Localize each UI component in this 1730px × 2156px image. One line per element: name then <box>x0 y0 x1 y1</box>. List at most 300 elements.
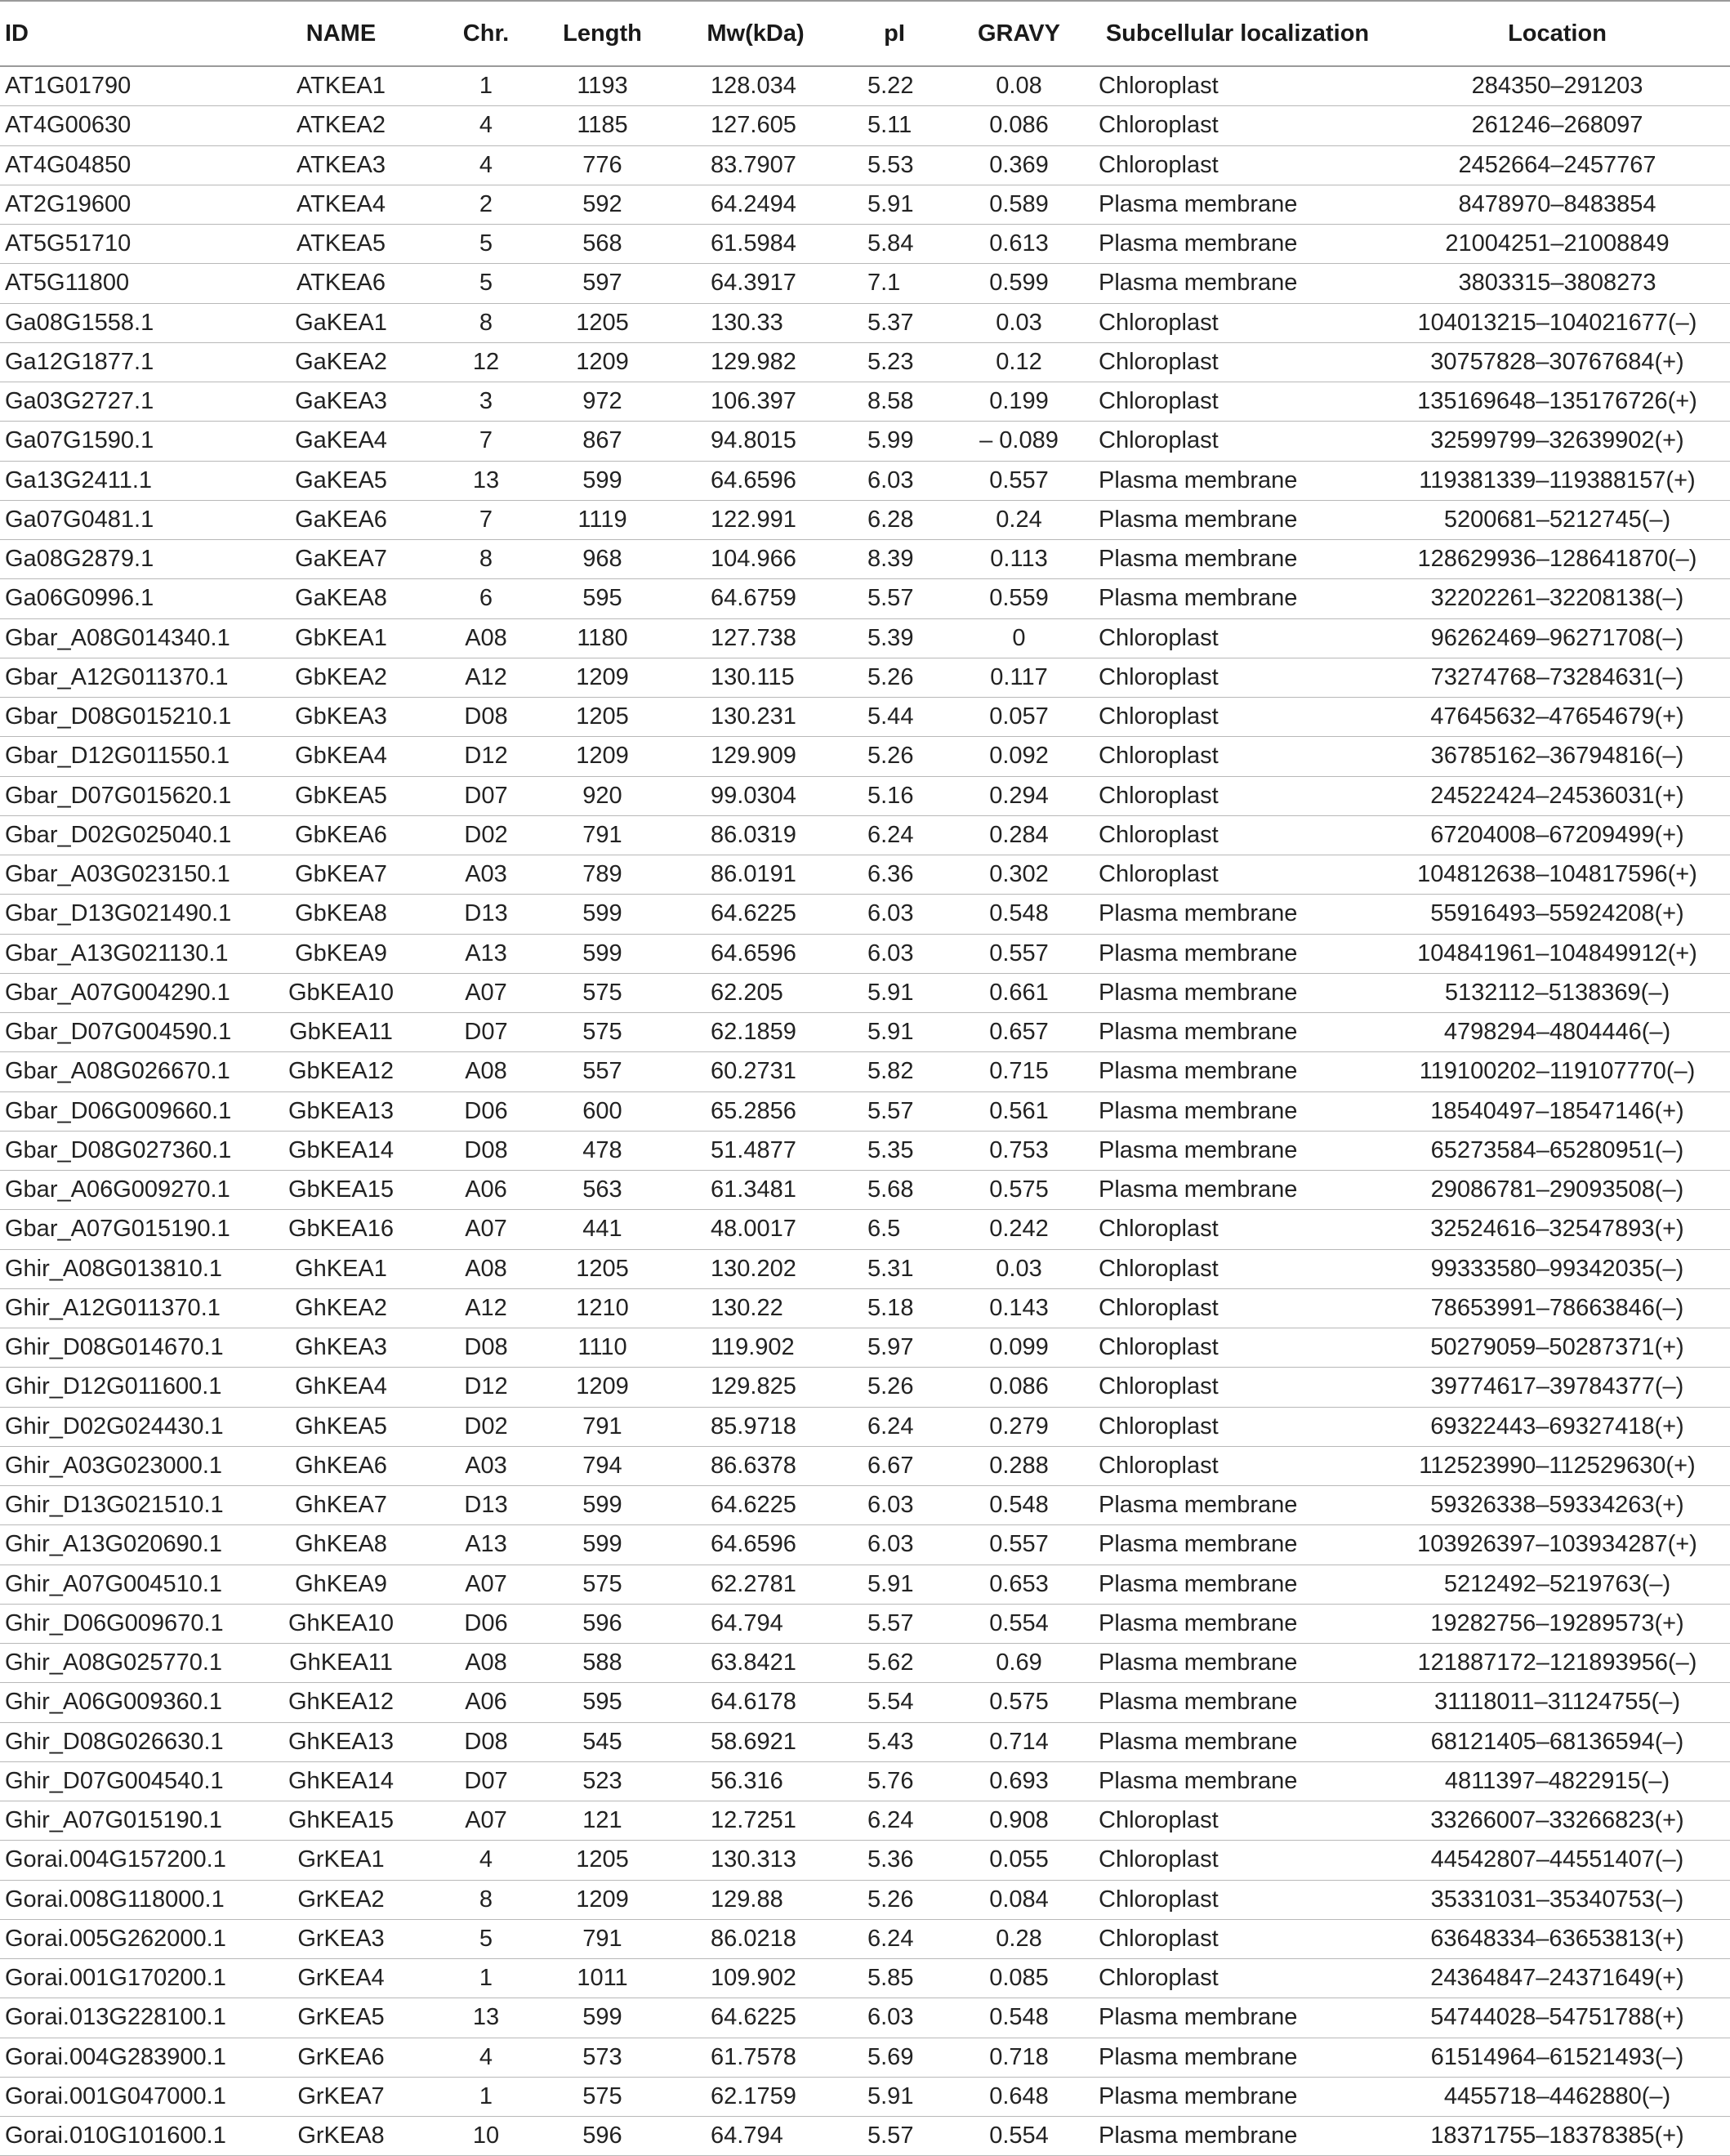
cell-chr: D13 <box>437 1486 535 1525</box>
cell-mw: 127.738 <box>670 618 841 658</box>
cell-subcellular: Plasma membrane <box>1090 579 1384 618</box>
cell-subcellular: Chloroplast <box>1090 1368 1384 1407</box>
cell-name: GaKEA7 <box>245 540 437 579</box>
cell-pi: 5.85 <box>841 1959 947 1998</box>
cell-chr: 4 <box>437 145 535 185</box>
cell-id: Gorai.001G170200.1 <box>0 1959 245 1998</box>
cell-subcellular: Plasma membrane <box>1090 973 1384 1012</box>
cell-pi: 5.97 <box>841 1328 947 1368</box>
cell-pi: 5.36 <box>841 1841 947 1880</box>
cell-pi: 5.91 <box>841 1565 947 1604</box>
cell-length: 121 <box>535 1801 670 1841</box>
cell-mw: 64.6759 <box>670 579 841 618</box>
cell-subcellular: Plasma membrane <box>1090 895 1384 934</box>
cell-chr: A07 <box>437 1801 535 1841</box>
cell-gravy: 0.057 <box>947 698 1090 737</box>
cell-mw: 64.794 <box>670 2117 841 2156</box>
cell-chr: D08 <box>437 1722 535 1761</box>
cell-gravy: 0.557 <box>947 461 1090 500</box>
table-row <box>0 1171 1730 1210</box>
cell-chr: 2 <box>437 185 535 224</box>
table-row <box>0 1722 1730 1761</box>
cell-length: 523 <box>535 1761 670 1801</box>
cell-pi: 5.57 <box>841 1091 947 1131</box>
cell-gravy: 0.575 <box>947 1683 1090 1722</box>
cell-chr: A07 <box>437 1565 535 1604</box>
cell-gravy: 0.714 <box>947 1722 1090 1761</box>
table-row <box>0 1604 1730 1643</box>
cell-gravy: 0.113 <box>947 540 1090 579</box>
cell-pi: 5.22 <box>841 66 947 106</box>
cell-length: 1011 <box>535 1959 670 1998</box>
cell-id: Gbar_A07G004290.1 <box>0 973 245 1012</box>
cell-name: GrKEA2 <box>245 1880 437 1919</box>
cell-name: ATKEA5 <box>245 225 437 264</box>
cell-length: 1119 <box>535 500 670 539</box>
cell-id: AT4G04850 <box>0 145 245 185</box>
cell-pi: 6.03 <box>841 1525 947 1565</box>
cell-gravy: 0.03 <box>947 1249 1090 1288</box>
cell-location: 68121405–68136594(–) <box>1384 1722 1730 1761</box>
cell-gravy: 0.715 <box>947 1052 1090 1091</box>
cell-length: 595 <box>535 579 670 618</box>
cell-id: Ghir_D02G024430.1 <box>0 1407 245 1446</box>
cell-chr: 5 <box>437 225 535 264</box>
cell-name: GhKEA15 <box>245 1801 437 1841</box>
cell-name: GhKEA4 <box>245 1368 437 1407</box>
cell-gravy: 0.08 <box>947 66 1090 106</box>
cell-name: GbKEA14 <box>245 1131 437 1170</box>
table-row <box>0 2117 1730 2156</box>
cell-name: GhKEA14 <box>245 1761 437 1801</box>
cell-pi: 6.5 <box>841 1210 947 1249</box>
cell-chr: 1 <box>437 1959 535 1998</box>
cell-mw: 60.2731 <box>670 1052 841 1091</box>
cell-length: 557 <box>535 1052 670 1091</box>
cell-mw: 122.991 <box>670 500 841 539</box>
cell-pi: 6.67 <box>841 1446 947 1485</box>
table-row <box>0 934 1730 973</box>
cell-subcellular: Plasma membrane <box>1090 500 1384 539</box>
table-row <box>0 1486 1730 1525</box>
cell-name: GbKEA12 <box>245 1052 437 1091</box>
cell-name: GrKEA7 <box>245 2077 437 2116</box>
cell-location: 44542807–44551407(–) <box>1384 1841 1730 1880</box>
cell-id: Ga07G0481.1 <box>0 500 245 539</box>
cell-location: 31118011–31124755(–) <box>1384 1683 1730 1722</box>
cell-subcellular: Chloroplast <box>1090 618 1384 658</box>
cell-subcellular: Chloroplast <box>1090 776 1384 815</box>
cell-location: 29086781–29093508(–) <box>1384 1171 1730 1210</box>
cell-chr: D12 <box>437 1368 535 1407</box>
cell-mw: 58.6921 <box>670 1722 841 1761</box>
cell-mw: 64.6596 <box>670 461 841 500</box>
cell-mw: 64.794 <box>670 1604 841 1643</box>
cell-id: Gbar_A06G009270.1 <box>0 1171 245 1210</box>
cell-length: 573 <box>535 2038 670 2077</box>
cell-location: 55916493–55924208(+) <box>1384 895 1730 934</box>
cell-gravy: 0.288 <box>947 1446 1090 1485</box>
cell-mw: 119.902 <box>670 1328 841 1368</box>
cell-name: GhKEA13 <box>245 1722 437 1761</box>
cell-mw: 130.22 <box>670 1288 841 1328</box>
cell-mw: 56.316 <box>670 1761 841 1801</box>
cell-length: 1205 <box>535 1841 670 1880</box>
cell-mw: 61.7578 <box>670 2038 841 2077</box>
cell-subcellular: Plasma membrane <box>1090 1644 1384 1683</box>
cell-length: 575 <box>535 2077 670 2116</box>
table-row <box>0 1328 1730 1368</box>
cell-length: 1210 <box>535 1288 670 1328</box>
cell-gravy: 0.242 <box>947 1210 1090 1249</box>
cell-id: Gbar_A08G014340.1 <box>0 618 245 658</box>
cell-location: 39774617–39784377(–) <box>1384 1368 1730 1407</box>
cell-gravy: 0.648 <box>947 2077 1090 2116</box>
cell-name: GaKEA6 <box>245 500 437 539</box>
cell-gravy: 0.548 <box>947 1998 1090 2038</box>
cell-name: ATKEA2 <box>245 106 437 145</box>
cell-subcellular: Plasma membrane <box>1090 934 1384 973</box>
cell-mw: 94.8015 <box>670 422 841 461</box>
cell-subcellular: Chloroplast <box>1090 737 1384 776</box>
cell-subcellular: Plasma membrane <box>1090 1604 1384 1643</box>
cell-gravy: 0.575 <box>947 1171 1090 1210</box>
cell-id: Ghir_D06G009670.1 <box>0 1604 245 1643</box>
cell-subcellular: Chloroplast <box>1090 303 1384 342</box>
cell-name: GhKEA7 <box>245 1486 437 1525</box>
cell-gravy: 0.554 <box>947 1604 1090 1643</box>
cell-chr: D08 <box>437 698 535 737</box>
cell-chr: 4 <box>437 2038 535 2077</box>
cell-mw: 63.8421 <box>670 1644 841 1683</box>
cell-length: 776 <box>535 145 670 185</box>
cell-chr: A13 <box>437 934 535 973</box>
cell-gravy: 0.753 <box>947 1131 1090 1170</box>
cell-id: AT5G51710 <box>0 225 245 264</box>
cell-location: 33266007–33266823(+) <box>1384 1801 1730 1841</box>
cell-location: 24522424–24536031(+) <box>1384 776 1730 815</box>
header-location: Location <box>1384 1 1730 66</box>
cell-pi: 5.26 <box>841 1880 947 1919</box>
cell-mw: 64.6596 <box>670 1525 841 1565</box>
cell-pi: 5.91 <box>841 1013 947 1052</box>
cell-subcellular: Plasma membrane <box>1090 264 1384 303</box>
table-row <box>0 1644 1730 1683</box>
cell-mw: 128.034 <box>670 66 841 106</box>
cell-gravy: 0.613 <box>947 225 1090 264</box>
cell-id: Ghir_A12G011370.1 <box>0 1288 245 1328</box>
table-row <box>0 776 1730 815</box>
cell-pi: 5.68 <box>841 1171 947 1210</box>
cell-subcellular: Plasma membrane <box>1090 1683 1384 1722</box>
cell-mw: 129.825 <box>670 1368 841 1407</box>
header-length: Length <box>535 1 670 66</box>
cell-name: GhKEA2 <box>245 1288 437 1328</box>
cell-name: GbKEA16 <box>245 1210 437 1249</box>
cell-pi: 5.35 <box>841 1131 947 1170</box>
cell-id: Gbar_D07G015620.1 <box>0 776 245 815</box>
cell-name: GbKEA15 <box>245 1171 437 1210</box>
cell-mw: 64.6225 <box>670 895 841 934</box>
cell-gravy: 0.589 <box>947 185 1090 224</box>
cell-subcellular: Plasma membrane <box>1090 185 1384 224</box>
cell-id: Ghir_A13G020690.1 <box>0 1525 245 1565</box>
cell-gravy: 0.084 <box>947 1880 1090 1919</box>
cell-chr: A08 <box>437 1644 535 1683</box>
cell-location: 35331031–35340753(–) <box>1384 1880 1730 1919</box>
table-row <box>0 1407 1730 1446</box>
cell-mw: 62.2781 <box>670 1565 841 1604</box>
table-header <box>0 1 1730 66</box>
cell-gravy: 0.279 <box>947 1407 1090 1446</box>
cell-chr: D07 <box>437 1013 535 1052</box>
cell-length: 568 <box>535 225 670 264</box>
cell-subcellular: Chloroplast <box>1090 698 1384 737</box>
cell-name: GhKEA9 <box>245 1565 437 1604</box>
cell-chr: 6 <box>437 579 535 618</box>
cell-location: 59326338–59334263(+) <box>1384 1486 1730 1525</box>
cell-gravy: 0.661 <box>947 973 1090 1012</box>
cell-location: 5212492–5219763(–) <box>1384 1565 1730 1604</box>
cell-mw: 86.0218 <box>670 1919 841 1958</box>
cell-subcellular: Plasma membrane <box>1090 2117 1384 2156</box>
table-row <box>0 1761 1730 1801</box>
cell-gravy: 0.559 <box>947 579 1090 618</box>
cell-name: GhKEA11 <box>245 1644 437 1683</box>
cell-id: AT4G00630 <box>0 106 245 145</box>
table-row <box>0 1091 1730 1131</box>
cell-mw: 61.3481 <box>670 1171 841 1210</box>
cell-chr: D06 <box>437 1604 535 1643</box>
cell-location: 69322443–69327418(+) <box>1384 1407 1730 1446</box>
cell-id: Gbar_D02G025040.1 <box>0 815 245 855</box>
cell-length: 794 <box>535 1446 670 1485</box>
cell-name: GbKEA7 <box>245 855 437 895</box>
cell-name: GaKEA8 <box>245 579 437 618</box>
cell-length: 791 <box>535 1919 670 1958</box>
cell-id: Ga12G1877.1 <box>0 342 245 382</box>
cell-subcellular: Chloroplast <box>1090 1249 1384 1288</box>
cell-gravy: 0.557 <box>947 1525 1090 1565</box>
cell-location: 78653991–78663846(–) <box>1384 1288 1730 1328</box>
table-row <box>0 1013 1730 1052</box>
cell-name: GbKEA3 <box>245 698 437 737</box>
table-row <box>0 264 1730 303</box>
cell-pi: 6.03 <box>841 895 947 934</box>
cell-chr: D08 <box>437 1131 535 1170</box>
table-row <box>0 1368 1730 1407</box>
cell-chr: 4 <box>437 106 535 145</box>
cell-subcellular: Plasma membrane <box>1090 1013 1384 1052</box>
cell-location: 30757828–30767684(+) <box>1384 342 1730 382</box>
cell-mw: 130.202 <box>670 1249 841 1288</box>
cell-pi: 5.23 <box>841 342 947 382</box>
cell-name: GhKEA6 <box>245 1446 437 1485</box>
cell-id: Gorai.004G157200.1 <box>0 1841 245 1880</box>
cell-id: Ghir_D13G021510.1 <box>0 1486 245 1525</box>
cell-length: 1209 <box>535 737 670 776</box>
cell-mw: 62.1759 <box>670 2077 841 2116</box>
cell-id: AT1G01790 <box>0 66 245 106</box>
table-row <box>0 579 1730 618</box>
cell-subcellular: Chloroplast <box>1090 1288 1384 1328</box>
cell-location: 36785162–36794816(–) <box>1384 737 1730 776</box>
table-row <box>0 303 1730 342</box>
cell-gravy: 0.657 <box>947 1013 1090 1052</box>
cell-location: 104841961–104849912(+) <box>1384 934 1730 973</box>
table-row <box>0 895 1730 934</box>
table-row <box>0 1683 1730 1722</box>
cell-chr: A03 <box>437 1446 535 1485</box>
cell-gravy: 0.055 <box>947 1841 1090 1880</box>
cell-gravy: 0.085 <box>947 1959 1090 1998</box>
cell-pi: 5.26 <box>841 737 947 776</box>
cell-subcellular: Plasma membrane <box>1090 540 1384 579</box>
cell-length: 588 <box>535 1644 670 1683</box>
cell-mw: 61.5984 <box>670 225 841 264</box>
cell-subcellular: Chloroplast <box>1090 1328 1384 1368</box>
cell-length: 575 <box>535 1565 670 1604</box>
cell-length: 563 <box>535 1171 670 1210</box>
cell-length: 1205 <box>535 1249 670 1288</box>
cell-gravy: 0.03 <box>947 303 1090 342</box>
cell-name: GrKEA8 <box>245 2117 437 2156</box>
cell-id: Ga03G2727.1 <box>0 382 245 422</box>
cell-mw: 64.6225 <box>670 1486 841 1525</box>
table-row <box>0 461 1730 500</box>
cell-pi: 6.03 <box>841 1998 947 2038</box>
cell-chr: D08 <box>437 1328 535 1368</box>
cell-pi: 6.03 <box>841 461 947 500</box>
cell-subcellular: Plasma membrane <box>1090 1565 1384 1604</box>
cell-location: 18540497–18547146(+) <box>1384 1091 1730 1131</box>
cell-location: 284350–291203 <box>1384 66 1730 106</box>
cell-gravy: 0.284 <box>947 815 1090 855</box>
cell-length: 596 <box>535 2117 670 2156</box>
cell-name: GhKEA8 <box>245 1525 437 1565</box>
cell-gravy: 0.302 <box>947 855 1090 895</box>
cell-id: Gorai.010G101600.1 <box>0 2117 245 2156</box>
cell-gravy: 0.369 <box>947 145 1090 185</box>
cell-gravy: 0.599 <box>947 264 1090 303</box>
cell-length: 545 <box>535 1722 670 1761</box>
table-row <box>0 1525 1730 1565</box>
table-row <box>0 1565 1730 1604</box>
cell-gravy: 0.199 <box>947 382 1090 422</box>
cell-pi: 5.43 <box>841 1722 947 1761</box>
cell-gravy: 0.908 <box>947 1801 1090 1841</box>
cell-chr: 1 <box>437 66 535 106</box>
cell-location: 8478970–8483854 <box>1384 185 1730 224</box>
cell-name: GbKEA9 <box>245 934 437 973</box>
cell-name: GaKEA5 <box>245 461 437 500</box>
cell-id: Gbar_A13G021130.1 <box>0 934 245 973</box>
table-row <box>0 1880 1730 1919</box>
cell-name: GrKEA3 <box>245 1919 437 1958</box>
cell-location: 261246–268097 <box>1384 106 1730 145</box>
cell-gravy: 0.548 <box>947 895 1090 934</box>
cell-gravy: – 0.089 <box>947 422 1090 461</box>
cell-name: GrKEA4 <box>245 1959 437 1998</box>
cell-length: 1205 <box>535 698 670 737</box>
cell-mw: 86.6378 <box>670 1446 841 1485</box>
cell-location: 54744028–54751788(+) <box>1384 1998 1730 2038</box>
cell-location: 119381339–119388157(+) <box>1384 461 1730 500</box>
cell-subcellular: Chloroplast <box>1090 106 1384 145</box>
cell-id: Ghir_A03G023000.1 <box>0 1446 245 1485</box>
cell-id: Gbar_D08G015210.1 <box>0 698 245 737</box>
cell-chr: D02 <box>437 1407 535 1446</box>
cell-id: Gbar_D07G004590.1 <box>0 1013 245 1052</box>
cell-pi: 5.26 <box>841 1368 947 1407</box>
cell-pi: 5.53 <box>841 145 947 185</box>
table-row <box>0 225 1730 264</box>
header-row <box>0 1 1730 66</box>
cell-mw: 129.88 <box>670 1880 841 1919</box>
cell-location: 32202261–32208138(–) <box>1384 579 1730 618</box>
cell-location: 104812638–104817596(+) <box>1384 855 1730 895</box>
cell-id: Gbar_D08G027360.1 <box>0 1131 245 1170</box>
cell-id: Gbar_D13G021490.1 <box>0 895 245 934</box>
cell-pi: 5.16 <box>841 776 947 815</box>
table-row <box>0 1288 1730 1328</box>
cell-length: 867 <box>535 422 670 461</box>
cell-mw: 86.0319 <box>670 815 841 855</box>
cell-chr: A08 <box>437 1249 535 1288</box>
cell-pi: 6.24 <box>841 815 947 855</box>
cell-chr: 12 <box>437 342 535 382</box>
cell-pi: 5.84 <box>841 225 947 264</box>
cell-name: GhKEA12 <box>245 1683 437 1722</box>
cell-chr: 13 <box>437 1998 535 2038</box>
cell-name: GbKEA6 <box>245 815 437 855</box>
cell-subcellular: Plasma membrane <box>1090 1998 1384 2038</box>
header-gravy: GRAVY <box>947 1 1090 66</box>
cell-mw: 129.909 <box>670 737 841 776</box>
cell-subcellular: Plasma membrane <box>1090 1761 1384 1801</box>
cell-id: AT5G11800 <box>0 264 245 303</box>
cell-mw: 127.605 <box>670 106 841 145</box>
cell-location: 2452664–2457767 <box>1384 145 1730 185</box>
cell-subcellular: Plasma membrane <box>1090 1486 1384 1525</box>
cell-location: 128629936–128641870(–) <box>1384 540 1730 579</box>
cell-name: GhKEA5 <box>245 1407 437 1446</box>
cell-id: Ga07G1590.1 <box>0 422 245 461</box>
cell-pi: 5.26 <box>841 658 947 697</box>
table-row <box>0 1131 1730 1170</box>
cell-mw: 64.6178 <box>670 1683 841 1722</box>
cell-subcellular: Chloroplast <box>1090 1210 1384 1249</box>
cell-name: GrKEA1 <box>245 1841 437 1880</box>
cell-chr: 7 <box>437 422 535 461</box>
cell-length: 1185 <box>535 106 670 145</box>
cell-name: GhKEA3 <box>245 1328 437 1368</box>
cell-chr: 5 <box>437 1919 535 1958</box>
cell-pi: 5.91 <box>841 2077 947 2116</box>
cell-location: 63648334–63653813(+) <box>1384 1919 1730 1958</box>
cell-subcellular: Chloroplast <box>1090 1801 1384 1841</box>
cell-subcellular: Plasma membrane <box>1090 1131 1384 1170</box>
cell-length: 1205 <box>535 303 670 342</box>
cell-id: Ga08G2879.1 <box>0 540 245 579</box>
cell-length: 592 <box>535 185 670 224</box>
cell-mw: 65.2856 <box>670 1091 841 1131</box>
cell-length: 1110 <box>535 1328 670 1368</box>
cell-length: 441 <box>535 1210 670 1249</box>
table-row <box>0 1446 1730 1485</box>
cell-subcellular: Chloroplast <box>1090 1880 1384 1919</box>
table-row <box>0 1998 1730 2038</box>
